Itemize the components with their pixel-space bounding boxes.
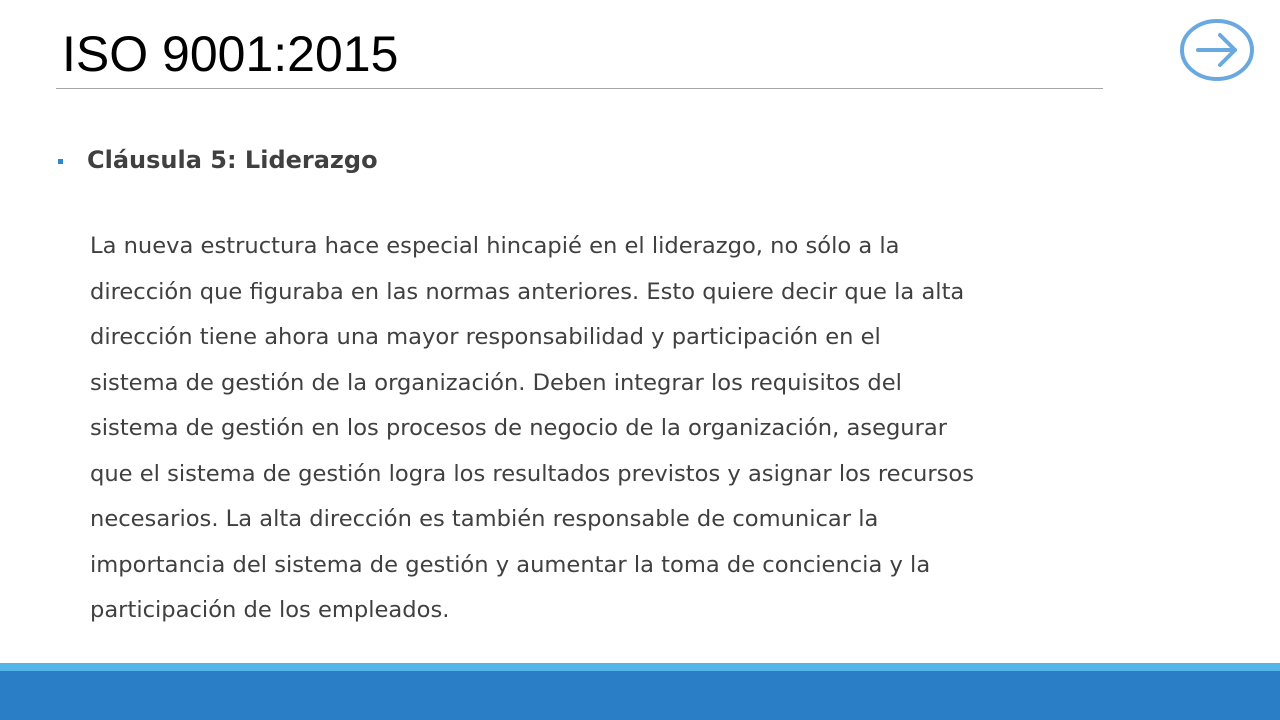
body-line: participación de los empleados. [90,597,450,623]
title-divider [56,88,1103,89]
body-line: necesarios. La alta dirección es también responsable de comunicar la [90,506,879,532]
body-line: dirección tiene ahora una mayor responsabilidad y participación en el [90,324,881,350]
body-line: sistema de gestión en los procesos de negocio de la organización, asegurar [90,415,948,441]
footer-bar [0,671,1280,720]
arrow-right-circle-icon[interactable] [1179,18,1255,82]
body-line: La nueva estructura hace especial hincapié en el liderazgo, no sólo a la [90,233,900,259]
slide-title: ISO 9001:2015 [62,26,399,82]
footer-stripe [0,663,1280,671]
bullet-item [58,146,378,174]
body-line: dirección que figuraba en las normas anteriores. Esto quiere decir que la alta [90,278,965,305]
footer-band [0,663,1280,720]
bullet-heading: Cláusula 5: Liderazgo [87,146,378,174]
arrow-right-circle-icon-graphic [1179,18,1255,82]
body-line: sistema de gestión de la organización. Deben integrar los requisitos del [90,369,902,396]
body-line: importancia del sistema de gestión y aumentar la toma de conciencia y la [90,551,931,578]
bullet-square-icon [58,159,63,164]
body-paragraph [90,224,1255,634]
body-line: que el sistema de gestión logra los resultados previstos y asignar los recursos [90,460,974,487]
